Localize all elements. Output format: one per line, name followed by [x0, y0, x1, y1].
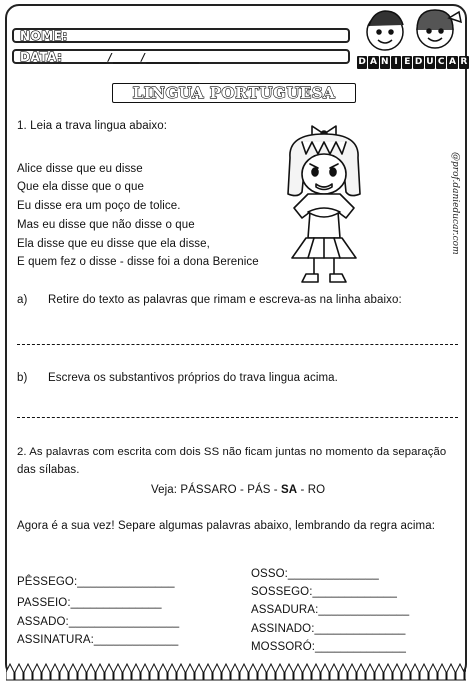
- girl-illustration-icon: [268, 118, 388, 286]
- brand-letter: D: [358, 57, 366, 67]
- pencil-icon: [258, 664, 266, 680]
- poem-line: Ela disse que eu disse que ela disse,: [17, 238, 210, 250]
- pencil-icon: [294, 664, 302, 680]
- word-field[interactable]: ASSADURA:______________: [251, 604, 410, 616]
- pencil-icon: [375, 664, 383, 680]
- poem-line: Eu disse era um poço de tolice.: [17, 200, 181, 212]
- pencil-border-icon: [6, 662, 466, 682]
- pencil-icon: [303, 664, 311, 680]
- q1-prompt: 1. Leia a trava lingua abaixo:: [17, 120, 168, 132]
- poem-line: Que ela disse que o que: [17, 181, 144, 193]
- pencil-icon: [357, 664, 365, 680]
- pencil-icon: [186, 664, 194, 680]
- pencil-icon: [393, 664, 401, 680]
- pencil-icon: [240, 664, 248, 680]
- word-field[interactable]: OSSO:______________: [251, 568, 379, 580]
- pencil-icon: [195, 664, 203, 680]
- pencil-icon: [114, 664, 122, 680]
- item-a-letter: a): [17, 294, 28, 306]
- pencil-icon: [177, 664, 185, 680]
- pencil-icon: [312, 664, 320, 680]
- pencil-icon: [384, 664, 392, 680]
- word-field[interactable]: ASSINATURA:_____________: [17, 634, 179, 646]
- pencil-icon: [78, 664, 86, 680]
- pencil-icon: [330, 664, 338, 680]
- pencil-icon: [168, 664, 176, 680]
- pencil-icon: [339, 664, 347, 680]
- poem-line: Alice disse que eu disse: [17, 163, 143, 175]
- brand-letter: D: [414, 57, 423, 67]
- pencil-icon: [465, 664, 466, 680]
- pencil-icon: [402, 664, 410, 680]
- pencil-icon: [429, 664, 437, 680]
- pencil-icon: [6, 664, 14, 680]
- brand-letter: U: [426, 57, 434, 67]
- brand-letter: E: [402, 56, 412, 69]
- pencil-icon: [105, 664, 113, 680]
- pencil-icon: [321, 664, 329, 680]
- word-field[interactable]: ASSADO:_________________: [17, 616, 180, 628]
- pencil-icon: [213, 664, 221, 680]
- q2-line1: 2. As palavras com escrita com dois SS não ficam juntas no momento da separação: [17, 446, 447, 458]
- pencil-icon: [231, 664, 239, 680]
- answer-line-b[interactable]: [17, 417, 458, 418]
- pencil-icon: [456, 664, 464, 680]
- pencil-icon: [69, 664, 77, 680]
- pencil-icon: [51, 664, 59, 680]
- brand-letter: C: [437, 57, 445, 67]
- name-label: NOME:: [20, 29, 68, 43]
- date-label: DATA:: [20, 50, 63, 64]
- pencil-icon: [87, 664, 95, 680]
- pencil-icon: [249, 664, 257, 680]
- brand-letter: A: [369, 57, 377, 67]
- date-value: ____/____/________: [80, 51, 200, 64]
- q2-example: [151, 484, 325, 496]
- pencil-icon: [222, 664, 230, 680]
- pencil-icon: [15, 664, 23, 680]
- item-b-letter: b): [17, 372, 28, 384]
- pencil-icon: [159, 664, 167, 680]
- pencil-icon: [348, 664, 356, 680]
- q2-instruction: Agora é a sua vez! Separe algumas palavras abaixo, lembrando da regra acima:: [17, 520, 435, 532]
- pencil-icon: [96, 664, 104, 680]
- pencil-icon: [438, 664, 446, 680]
- item-a-text: Retire do texto as palavras que rimam e escreva-as na linha abaixo:: [48, 294, 402, 306]
- word-field[interactable]: PÊSSEGO:_______________: [17, 576, 175, 588]
- watermark: @prof.danieducar.com: [450, 152, 460, 255]
- word-field[interactable]: ASSINADO:______________: [251, 623, 406, 635]
- brand-letter: A: [449, 57, 456, 67]
- pencil-icon: [60, 664, 68, 680]
- word-field[interactable]: PASSEIO:______________: [17, 597, 162, 609]
- kids-illustration-icon: [355, 4, 467, 56]
- pencil-icon: [141, 664, 149, 680]
- pencil-icon: [411, 664, 419, 680]
- pencil-icon: [366, 664, 374, 680]
- example-ss: SA: [281, 484, 298, 496]
- answer-line-a[interactable]: [17, 344, 458, 345]
- name-line: [72, 41, 340, 42]
- pencil-icon: [447, 664, 455, 680]
- poem-line: Mas eu disse que não disse o que: [17, 219, 195, 231]
- pencil-icon: [33, 664, 41, 680]
- pencil-icon: [24, 664, 32, 680]
- brand-letter: N: [380, 57, 389, 67]
- pencil-icon: [276, 664, 284, 680]
- brand-letter: R: [460, 57, 468, 67]
- word-field[interactable]: MOSSORÓ:______________: [251, 641, 406, 653]
- pencil-icon: [267, 664, 275, 680]
- item-b-text: Escreva os substantivos próprios do trava lingua acima.: [48, 372, 338, 384]
- pencil-icon: [204, 664, 212, 680]
- word-field[interactable]: SOSSEGO:_____________: [251, 586, 397, 598]
- pencil-icon: [420, 664, 428, 680]
- example-prefix: Veja: PÁSSARO - PÁS -: [151, 484, 278, 496]
- poem-line: E quem fez o disse - disse foi a dona Berenice: [17, 256, 259, 268]
- pencil-icon: [123, 664, 131, 680]
- date-field[interactable]: [12, 49, 350, 64]
- example-suffix: - RO: [300, 484, 326, 496]
- page-title: LINGUA PORTUGUESA: [112, 83, 356, 103]
- pencil-icon: [150, 664, 158, 680]
- q2-line2: das sílabas.: [17, 464, 80, 476]
- brand-banner: [357, 56, 469, 69]
- brand-letter: I: [391, 56, 401, 69]
- name-field[interactable]: [12, 28, 350, 43]
- pencil-icon: [285, 664, 293, 680]
- pencil-icon: [132, 664, 140, 680]
- pencil-icon: [42, 664, 50, 680]
